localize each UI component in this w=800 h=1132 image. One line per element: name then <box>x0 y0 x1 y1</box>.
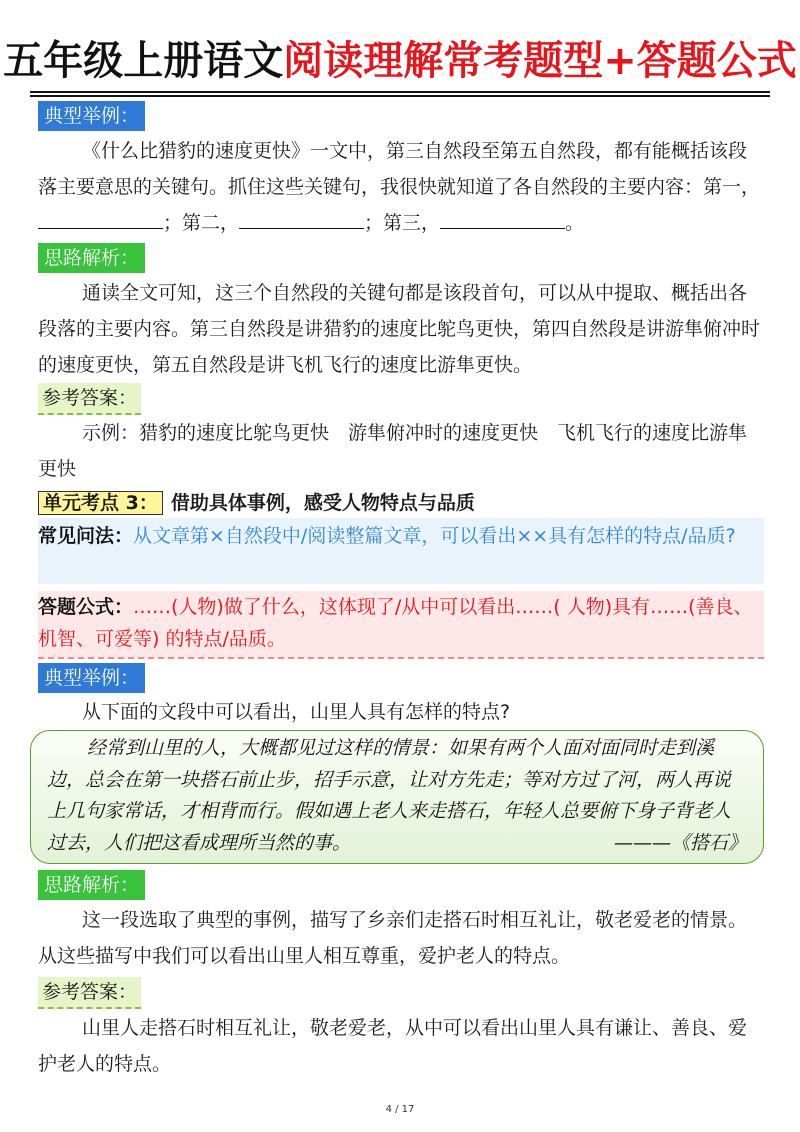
unit-label: 单元考点 3： <box>38 491 163 515</box>
passage-text: 经常到山里的人，大概都见过这样的情景：如果有两个人面对面同时走到溪边，总会在第一块搭石前止步，招手示意，让对方先走；等对方过了河，两人再说上几句家常话，才相背而行。假如遇上老人来走搭石，年轻人总要俯下身子背老人过去，人们把这看成理所当然的事。 <box>47 737 732 854</box>
unit-heading <box>38 488 475 518</box>
title-rule-top <box>30 91 770 93</box>
ask-text: 从文章第×自然段中/阅读整篇文章，可以看出××具有怎样的特点/品质? <box>133 525 736 547</box>
title-rule-bottom <box>30 95 770 97</box>
answer-label-2: 参考答案： <box>38 977 141 1009</box>
answer-blank-2[interactable] <box>239 208 364 229</box>
example-label-1: 典型举例： <box>38 101 145 131</box>
example-question-2: 从下面的文段中可以看出，山里人具有怎样的特点? <box>82 701 511 723</box>
analysis-label-1: 思路解析： <box>38 243 145 273</box>
page-number: 4 / 17 <box>385 1104 415 1115</box>
analysis-text-2: 这一段选取了典型的事例，描写了乡亲们走搭石时相互礼让，敬老爱老的情景。从这些描写中我们可以看出山里人相互尊重，爱护老人的特点。 <box>38 909 748 967</box>
formula-label: 答题公式： <box>38 596 134 618</box>
title-topic: 阅读理解常考题型+答题公式 <box>283 38 797 84</box>
analysis-label-2: 思路解析： <box>38 870 145 900</box>
answer-text-2: 山里人走搭石时相互礼让，敬老爱老，从中可以看出山里人具有谦让、善良、爱护老人的特点。 <box>38 1017 748 1075</box>
reading-passage <box>30 730 764 864</box>
common-question <box>38 520 764 552</box>
analysis-text-1: 通读全文可知，这三个自然段的关键句都是该段首句，可以从中提取、概括出各段落的主要内容。第三自然段是讲猎豹的速度比鸵鸟更快，第四自然段是讲游隼俯冲时的速度更快，第五自然段是讲飞机飞行的速度比游隼更快。 <box>38 282 761 376</box>
ask-label: 常见问法： <box>38 525 134 547</box>
formula-text: ……(人物)做了什么，这体现了/从中可以看出……( 人物)具有……(善良、机智、可爱等) 的特点/品质。 <box>38 596 753 650</box>
example-label-2: 典型举例： <box>38 663 145 693</box>
title-grade: 五年级上册语文 <box>3 38 284 84</box>
passage-source: ———《搭石》 <box>613 831 747 854</box>
unit-title: 借助具体事例，感受人物特点与品质 <box>170 492 475 514</box>
page-title <box>0 34 800 88</box>
answer-blank-1[interactable] <box>38 208 163 229</box>
answer-text-1: 示例：猎豹的速度比鸵鸟更快 游隼俯冲时的速度更快 飞机飞行的速度比游隼更快 <box>38 422 748 480</box>
answer-label-1: 参考答案： <box>38 383 141 415</box>
example-text-1: 《什么比猎豹的速度更快》一文中，第三自然段至第五自然段，都有能概括该段落主要意思的关键句。抓住这些关键句，我很快就知道了各自然段的主要内容：第一，；第二， ；第三， 。 <box>38 140 761 234</box>
answer-blank-3[interactable] <box>440 208 565 229</box>
answer-formula <box>38 591 764 655</box>
